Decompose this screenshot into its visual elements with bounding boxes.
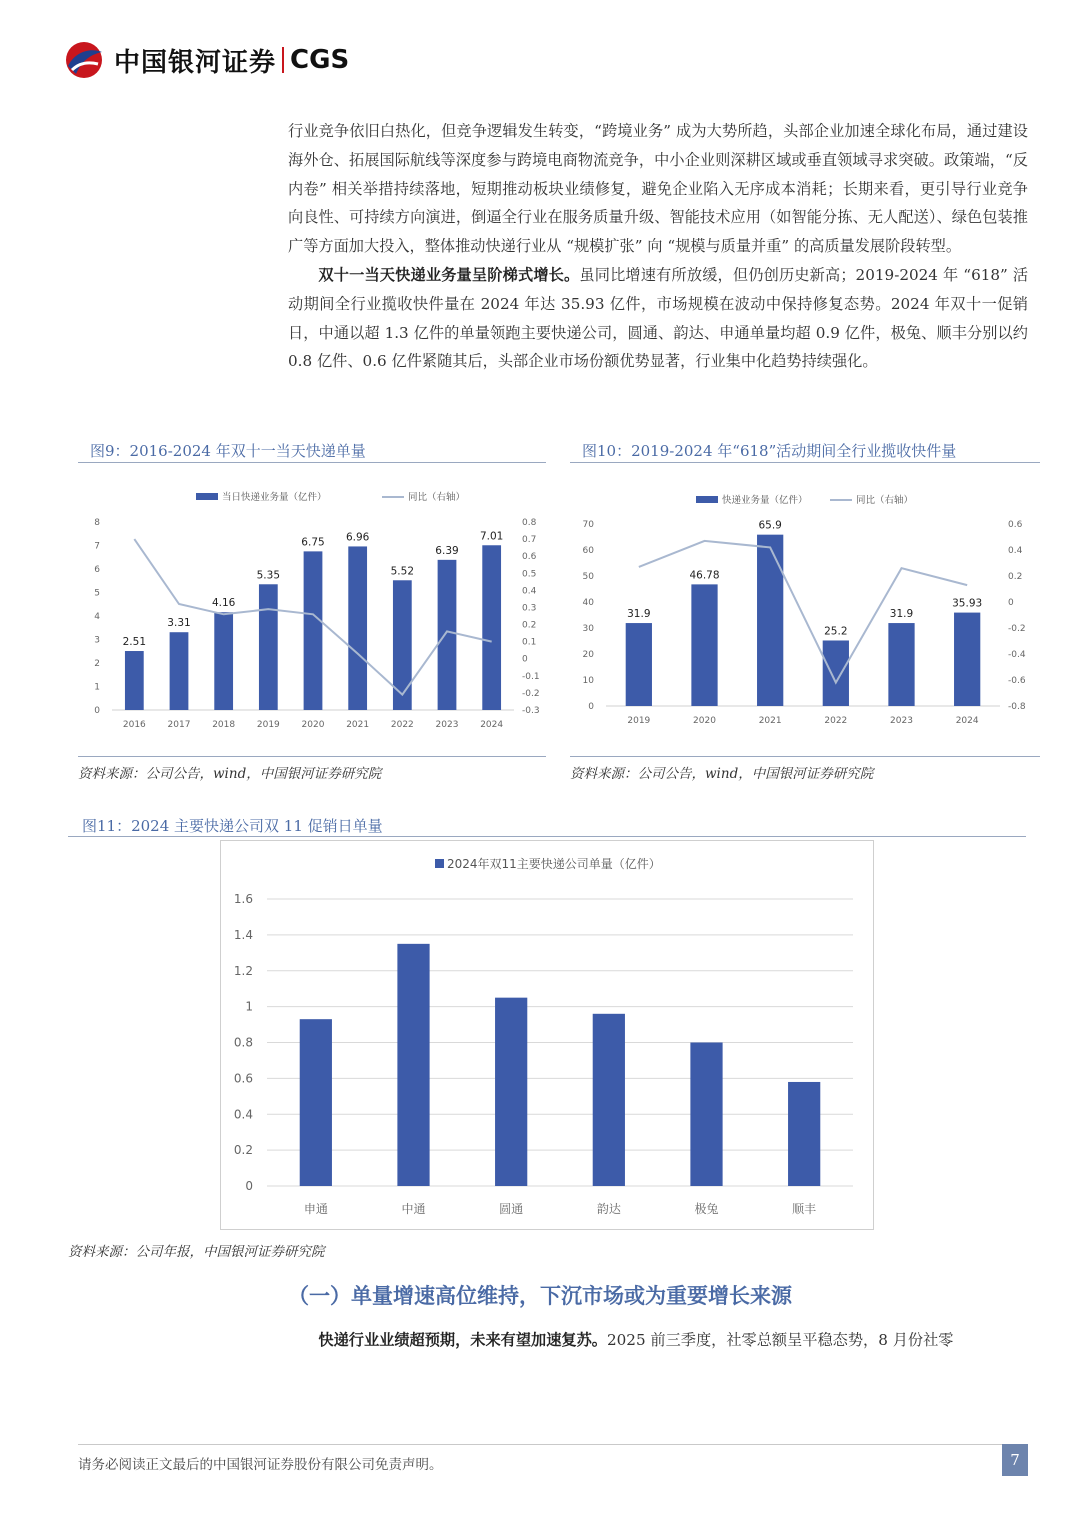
y2-tick-label: 0.1 [522, 637, 537, 648]
x-tick-label: 极兔 [694, 1202, 719, 1216]
x-tick-label: 2020 [693, 716, 716, 726]
bar [888, 623, 914, 706]
x-tick-label: 申通 [303, 1202, 328, 1216]
brand-logo [62, 40, 349, 80]
legend-bar-swatch [196, 493, 218, 500]
bar-value-label: 5.35 [256, 569, 281, 582]
y2-tick-label: -0.8 [1008, 702, 1026, 712]
galaxy-logo-icon [62, 40, 106, 80]
y2-tick-label: 0.6 [1008, 520, 1023, 530]
legend-bar-label: 当日快递业务量（亿件） [222, 492, 327, 503]
x-tick-label: 中通 [401, 1202, 426, 1216]
y-tick-label: 0 [94, 706, 100, 716]
y-tick-label: 2 [94, 659, 100, 669]
y-tick-label: 20 [582, 650, 594, 660]
x-tick-label: 圆通 [499, 1202, 524, 1216]
y-tick-label: 30 [582, 624, 594, 634]
bar [495, 998, 527, 1186]
bar [691, 584, 717, 706]
y-tick-label: 40 [582, 598, 594, 608]
y-tick-label: 8 [94, 518, 100, 528]
bar [300, 1019, 332, 1186]
bar [393, 580, 412, 710]
y-tick-label: 7 [94, 541, 100, 552]
y2-tick-label: 0.3 [522, 603, 537, 614]
fig10-source: 资料来源：公司公告，wind，中国银河证券研究院 [570, 766, 874, 782]
y2-tick-label: 0.5 [522, 569, 537, 580]
y2-tick-label: -0.2 [1008, 624, 1026, 634]
bar [214, 612, 233, 710]
bar-value-label: 6.75 [301, 536, 325, 549]
y-tick-label: 0.4 [233, 1107, 253, 1122]
y-tick-label: 0.2 [233, 1143, 253, 1158]
y-tick-label: 0.6 [233, 1071, 253, 1086]
y2-tick-label: 0.4 [1008, 546, 1023, 556]
y2-tick-label: -0.1 [522, 671, 540, 682]
x-tick-label: 2017 [167, 720, 191, 730]
fig9-title-rule [78, 462, 546, 463]
bar-value-label: 6.96 [345, 531, 370, 544]
paragraph-2-lead: 双十一当天快递业务量呈阶梯式增长。 [318, 265, 580, 284]
y2-tick-label: 0.2 [522, 620, 537, 631]
paragraph-2-body: 虽同比增速有所放缓，但仍创历史新高；2019-2024 年 “618” 活动期间全行业揽收快件量在 2024 年达 35.93 亿件，市场规模在波动中保持修复态势。2024 年双十一促销日，中通以超 1.3 亿件的单量领跑主要快递公司，圆通、韵达、申通单量均超 0.9 亿件，极兔、顺丰分别以约 0.8 亿件、0.6 亿件紧随其后，头部企业市场份额优势显著，行业集中化趋势持续强化。 [288, 265, 1029, 371]
x-tick-label: 2024 [955, 716, 979, 726]
fig11-title-rule [68, 836, 1026, 837]
bar-value-label: 31.9 [889, 608, 914, 621]
y2-tick-label: -0.4 [1008, 650, 1026, 660]
bar-value-label: 25.2 [824, 625, 848, 638]
bar [626, 623, 652, 706]
fig10-title: 图10：2019-2024 年“618”活动期间全行业揽收快件量 [582, 442, 957, 460]
body-text-top [288, 117, 1028, 376]
footer-disclaimer: 请务必阅读正文最后的中国银河证券股份有限公司免责声明。 [78, 1457, 443, 1473]
y2-tick-label: 0 [1008, 598, 1014, 608]
bar [690, 1043, 722, 1187]
bar [593, 1014, 625, 1186]
bar [482, 545, 501, 710]
x-tick-label: 2022 [390, 720, 414, 730]
section-heading: （一）单量增速高位维持，下沉市场或为重要增长来源 [288, 1283, 792, 1308]
y2-tick-label: -0.3 [522, 706, 540, 716]
page-number: 7 [1002, 1444, 1028, 1476]
paragraph-3-lead: 快递行业业绩超预期，未来有望加速复苏。 [318, 1331, 607, 1349]
x-tick-label: 2018 [212, 720, 236, 730]
bar-value-label: 35.93 [952, 597, 983, 610]
x-tick-label: 韵达 [596, 1202, 621, 1216]
x-tick-label: 2023 [890, 716, 913, 726]
body-text-bottom [288, 1326, 1028, 1355]
legend-bar-label: 2024年双11主要快递公司单量（亿件） [447, 857, 661, 871]
fig9-bottom-rule [78, 756, 546, 757]
bar-value-label: 7.01 [479, 530, 504, 543]
y-tick-label: 60 [582, 546, 594, 556]
x-tick-label: 2020 [301, 720, 325, 730]
bar-value-label: 2.51 [122, 636, 147, 649]
x-tick-label: 2021 [758, 716, 782, 726]
bar [397, 944, 429, 1186]
y-tick-label: 1.4 [233, 927, 253, 942]
y-tick-label: 70 [582, 520, 594, 530]
y-tick-label: 1 [245, 999, 253, 1014]
chart-fig9 [78, 470, 546, 742]
bar [304, 551, 323, 710]
bar [823, 640, 849, 706]
footer-rule [78, 1444, 1002, 1445]
y2-tick-label: 0.2 [1008, 572, 1023, 582]
y-tick-label: 1.2 [233, 963, 253, 978]
y-tick-label: 50 [582, 572, 594, 582]
legend-bar-swatch [435, 859, 444, 868]
bar [438, 560, 457, 710]
x-tick-label: 2022 [824, 716, 848, 726]
y2-tick-label: 0 [522, 654, 528, 665]
yoy-line [639, 541, 967, 683]
y2-tick-label: 0.4 [522, 586, 537, 597]
y2-tick-label: -0.6 [1008, 676, 1026, 686]
bar-value-label: 6.39 [435, 544, 459, 557]
y2-tick-label: -0.2 [522, 688, 540, 699]
bar [125, 651, 144, 710]
x-tick-label: 2019 [627, 716, 651, 726]
paragraph-3 [288, 1326, 1028, 1355]
brand-name-cn: 中国银河证券 [114, 47, 277, 78]
y2-tick-label: 0.7 [522, 535, 537, 546]
bar-value-label: 65.9 [758, 519, 782, 532]
x-tick-label: 2024 [480, 720, 504, 730]
brand-separator [282, 47, 284, 73]
legend-line-label: 同比（右轴） [856, 495, 914, 506]
fig11-source: 资料来源：公司年报，中国银河证券研究院 [68, 1244, 325, 1260]
y-tick-label: 1 [94, 682, 100, 693]
bar-value-label: 46.78 [689, 569, 720, 582]
paragraph-2 [288, 261, 1028, 376]
x-tick-label: 2021 [346, 720, 370, 730]
fig9-source: 资料来源：公司公告，wind，中国银河证券研究院 [78, 766, 382, 782]
bar-value-label: 4.16 [211, 597, 236, 610]
x-tick-label: 2016 [122, 720, 146, 730]
y-tick-label: 4 [94, 612, 100, 622]
x-tick-label: 顺丰 [792, 1202, 817, 1216]
brand-name-en: CGS [290, 45, 350, 75]
bar-value-label: 5.52 [390, 565, 415, 578]
legend-bar-label: 快递业务量（亿件） [722, 495, 808, 506]
y-tick-label: 0.8 [233, 1035, 253, 1050]
fig10-title-rule [570, 462, 1040, 463]
y-tick-label: 5 [94, 588, 100, 599]
chart-fig11 [220, 840, 874, 1230]
fig9-title: 图9：2016-2024 年双十一当天快递单量 [90, 442, 366, 460]
y-tick-label: 0 [588, 702, 594, 712]
legend-line-label: 同比（右轴） [408, 492, 466, 503]
paragraph-3-body: 2025 前三季度，社零总额呈平稳态势，8 月份社零 [606, 1331, 954, 1349]
bar [788, 1082, 820, 1186]
y-tick-label: 10 [582, 676, 594, 686]
y-tick-label: 1.6 [233, 892, 253, 906]
bar [954, 613, 980, 706]
bar [348, 546, 367, 710]
fig11-title: 图11：2024 主要快递公司双 11 促销日单量 [82, 817, 383, 835]
bar-value-label: 31.9 [627, 608, 651, 621]
bar-value-label: 3.31 [167, 617, 191, 630]
bar [259, 584, 278, 710]
y-tick-label: 0 [245, 1179, 253, 1193]
y-tick-label: 3 [94, 635, 100, 646]
chart-fig10 [570, 470, 1040, 742]
legend-bar-swatch [696, 496, 718, 503]
x-tick-label: 2019 [256, 720, 280, 730]
y-tick-label: 6 [94, 565, 100, 575]
y2-tick-label: 0.6 [522, 552, 537, 563]
bar [170, 632, 189, 710]
y2-tick-label: 0.8 [522, 518, 537, 528]
paragraph-1: 行业竞争依旧白热化，但竞争逻辑发生转变，“跨境业务” 成为大势所趋，头部企业加速全球化布局，通过建设海外仓、拓展国际航线等深度参与跨境电商物流竞争，中小企业则深耕区域或垂直领域寻求突破。政策端，“反内卷” 相关举措持续落地，短期推动板块业绩修复，避免企业陷入无序成本消耗；长期来看，更引导行业竞争向良性、可持续方向演进，倒逼全行业在服务质量升级、智能技术应用（如智能分拣、无人配送）、绿色包装推广等方面加大投入，整体推动快递行业从 “规模扩张” 向 “规模与质量并重” 的高质量发展阶段转型。 [288, 122, 1028, 256]
bar [757, 535, 783, 706]
x-tick-label: 2023 [435, 720, 459, 730]
fig10-bottom-rule [570, 756, 1040, 757]
